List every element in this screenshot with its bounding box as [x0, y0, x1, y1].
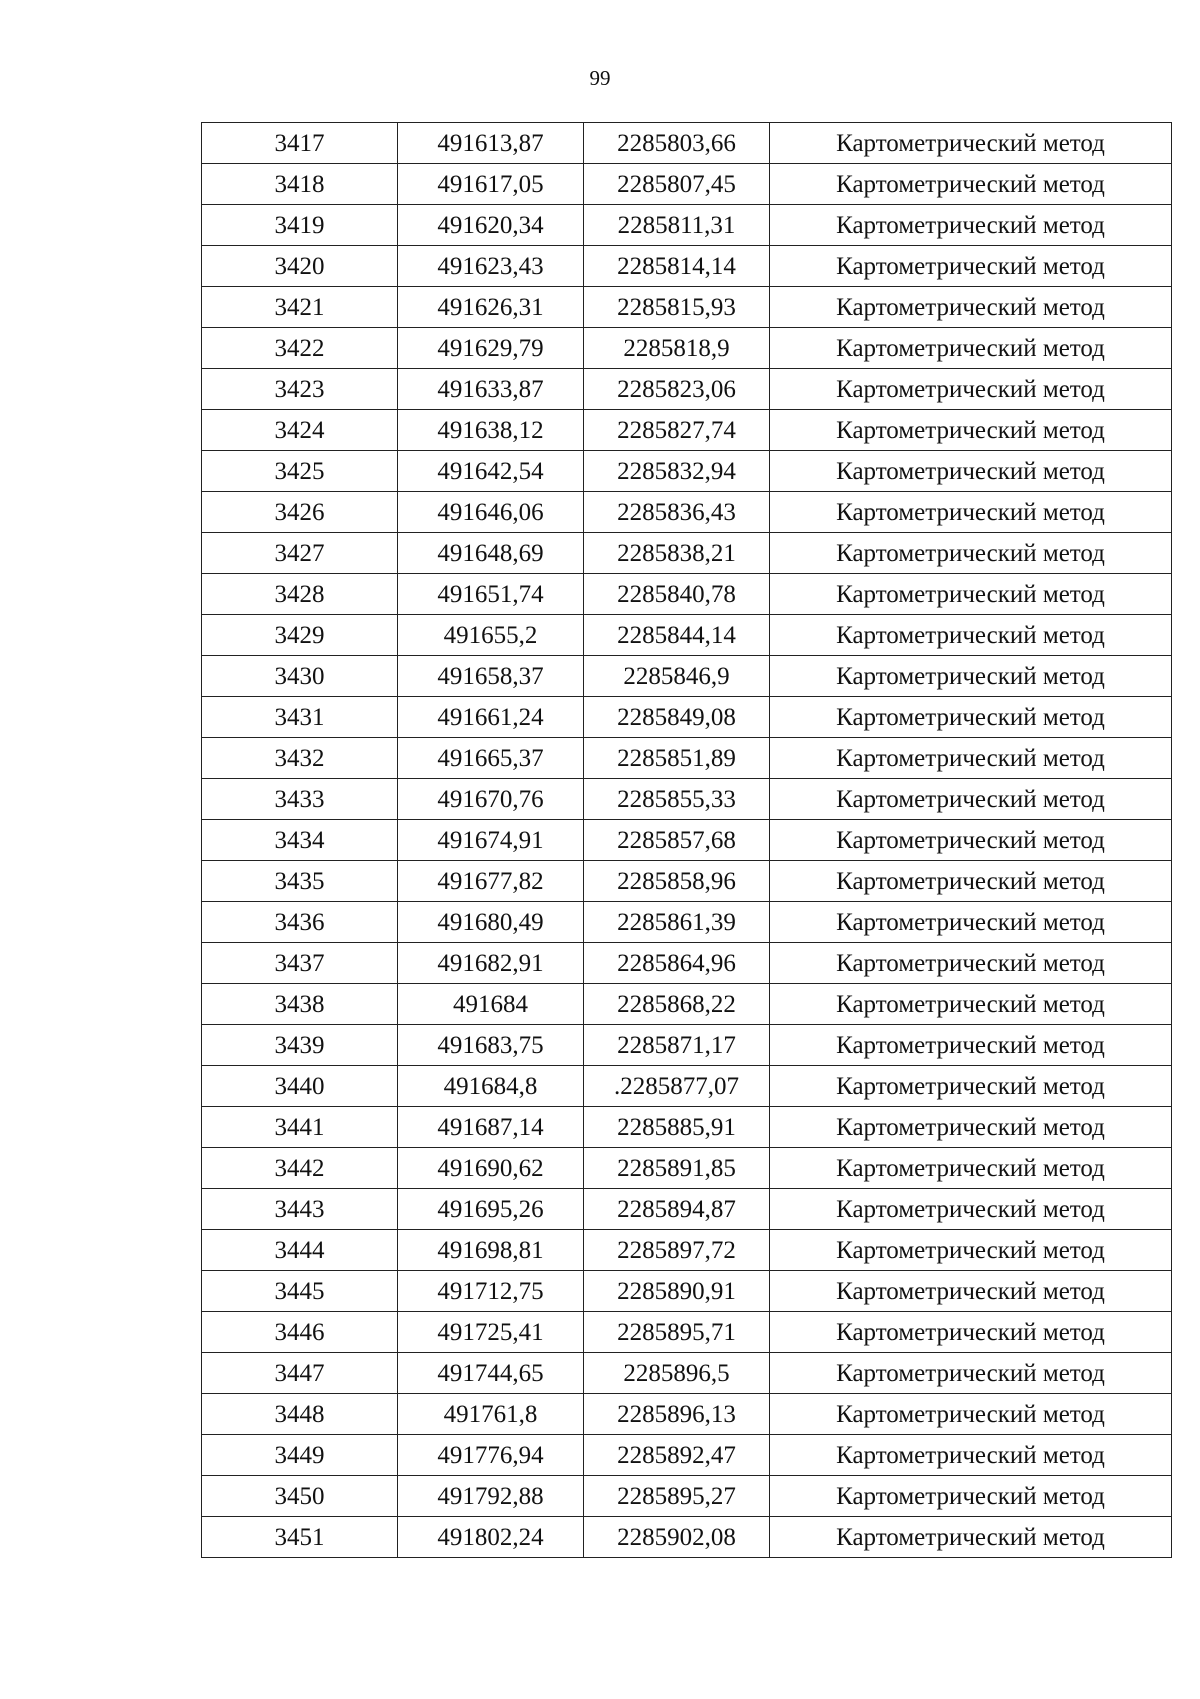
method-cell: Картометрический метод — [770, 1271, 1172, 1312]
y-coordinate-cell: 2285849,08 — [584, 697, 770, 738]
point-number-cell: 3440 — [202, 1066, 398, 1107]
point-number-cell: 3419 — [202, 205, 398, 246]
table-row — [202, 410, 1172, 451]
y-coordinate-cell: 2285832,94 — [584, 451, 770, 492]
y-coordinate-cell: 2285855,33 — [584, 779, 770, 820]
method-cell: Картометрический метод — [770, 574, 1172, 615]
x-coordinate-cell: 491674,91 — [398, 820, 584, 861]
point-number-cell: 3438 — [202, 984, 398, 1025]
x-coordinate-cell: 491684,8 — [398, 1066, 584, 1107]
y-coordinate-cell: 2285902,08 — [584, 1517, 770, 1558]
y-coordinate-cell: 2285894,87 — [584, 1189, 770, 1230]
table-row — [202, 164, 1172, 205]
table-row — [202, 123, 1172, 164]
x-coordinate-cell: 491677,82 — [398, 861, 584, 902]
y-coordinate-cell: 2285803,66 — [584, 123, 770, 164]
table-row — [202, 328, 1172, 369]
y-coordinate-cell: 2285896,13 — [584, 1394, 770, 1435]
method-cell: Картометрический метод — [770, 943, 1172, 984]
table-row — [202, 1435, 1172, 1476]
method-cell: Картометрический метод — [770, 1230, 1172, 1271]
table-row — [202, 492, 1172, 533]
x-coordinate-cell: 491617,05 — [398, 164, 584, 205]
method-cell: Картометрический метод — [770, 1353, 1172, 1394]
x-coordinate-cell: 491680,49 — [398, 902, 584, 943]
y-coordinate-cell: 2285890,91 — [584, 1271, 770, 1312]
x-coordinate-cell: 491695,26 — [398, 1189, 584, 1230]
x-coordinate-cell: 491629,79 — [398, 328, 584, 369]
point-number-cell: 3448 — [202, 1394, 398, 1435]
method-cell: Картометрический метод — [770, 205, 1172, 246]
y-coordinate-cell: 2285811,31 — [584, 205, 770, 246]
point-number-cell: 3439 — [202, 1025, 398, 1066]
point-number-cell: 3446 — [202, 1312, 398, 1353]
y-coordinate-cell: 2285844,14 — [584, 615, 770, 656]
point-number-cell: 3442 — [202, 1148, 398, 1189]
point-number-cell: 3421 — [202, 287, 398, 328]
table-row — [202, 574, 1172, 615]
x-coordinate-cell: 491670,76 — [398, 779, 584, 820]
x-coordinate-cell: 491620,34 — [398, 205, 584, 246]
x-coordinate-cell: 491725,41 — [398, 1312, 584, 1353]
point-number-cell: 3429 — [202, 615, 398, 656]
point-number-cell: 3430 — [202, 656, 398, 697]
method-cell: Картометрический метод — [770, 1394, 1172, 1435]
point-number-cell: 3417 — [202, 123, 398, 164]
y-coordinate-cell: 2285836,43 — [584, 492, 770, 533]
table-row — [202, 615, 1172, 656]
x-coordinate-cell: 491684 — [398, 984, 584, 1025]
x-coordinate-cell: 491651,74 — [398, 574, 584, 615]
table-row — [202, 1476, 1172, 1517]
x-coordinate-cell: 491613,87 — [398, 123, 584, 164]
x-coordinate-cell: 491642,54 — [398, 451, 584, 492]
method-cell: Картометрический метод — [770, 1517, 1172, 1558]
method-cell: Картометрический метод — [770, 984, 1172, 1025]
point-number-cell: 3420 — [202, 246, 398, 287]
x-coordinate-cell: 491712,75 — [398, 1271, 584, 1312]
table-row — [202, 1271, 1172, 1312]
method-cell: Картометрический метод — [770, 287, 1172, 328]
method-cell: Картометрический метод — [770, 492, 1172, 533]
method-cell: Картометрический метод — [770, 123, 1172, 164]
table-row — [202, 656, 1172, 697]
method-cell: Картометрический метод — [770, 1025, 1172, 1066]
point-number-cell: 3451 — [202, 1517, 398, 1558]
point-number-cell: 3418 — [202, 164, 398, 205]
y-coordinate-cell: 2285891,85 — [584, 1148, 770, 1189]
method-cell: Картометрический метод — [770, 1476, 1172, 1517]
point-number-cell: 3426 — [202, 492, 398, 533]
table-row — [202, 1066, 1172, 1107]
point-number-cell: 3425 — [202, 451, 398, 492]
method-cell: Картометрический метод — [770, 1066, 1172, 1107]
table-row — [202, 1517, 1172, 1558]
point-number-cell: 3434 — [202, 820, 398, 861]
table-row — [202, 451, 1172, 492]
y-coordinate-cell: 2285858,96 — [584, 861, 770, 902]
table-row — [202, 246, 1172, 287]
method-cell: Картометрический метод — [770, 656, 1172, 697]
point-number-cell: 3433 — [202, 779, 398, 820]
point-number-cell: 3450 — [202, 1476, 398, 1517]
table-row — [202, 820, 1172, 861]
table-row — [202, 1394, 1172, 1435]
y-coordinate-cell: 2285868,22 — [584, 984, 770, 1025]
method-cell: Картометрический метод — [770, 451, 1172, 492]
x-coordinate-cell: 491690,62 — [398, 1148, 584, 1189]
y-coordinate-cell: 2285823,06 — [584, 369, 770, 410]
x-coordinate-cell: 491646,06 — [398, 492, 584, 533]
y-coordinate-cell: 2285897,72 — [584, 1230, 770, 1271]
y-coordinate-cell: 2285895,71 — [584, 1312, 770, 1353]
table-row — [202, 902, 1172, 943]
y-coordinate-cell: 2285818,9 — [584, 328, 770, 369]
point-number-cell: 3444 — [202, 1230, 398, 1271]
method-cell: Картометрический метод — [770, 697, 1172, 738]
point-number-cell: 3422 — [202, 328, 398, 369]
method-cell: Картометрический метод — [770, 410, 1172, 451]
table-row — [202, 1353, 1172, 1394]
y-coordinate-cell: 2285871,17 — [584, 1025, 770, 1066]
method-cell: Картометрический метод — [770, 820, 1172, 861]
x-coordinate-cell: 491698,81 — [398, 1230, 584, 1271]
method-cell: Картометрический метод — [770, 533, 1172, 574]
x-coordinate-cell: 491792,88 — [398, 1476, 584, 1517]
table-row — [202, 1025, 1172, 1066]
table-row — [202, 1148, 1172, 1189]
table-row — [202, 738, 1172, 779]
table-row — [202, 984, 1172, 1025]
method-cell: Картометрический метод — [770, 328, 1172, 369]
method-cell: Картометрический метод — [770, 1189, 1172, 1230]
coordinates-table-body — [202, 123, 1172, 1558]
table-row — [202, 1189, 1172, 1230]
x-coordinate-cell: 491682,91 — [398, 943, 584, 984]
page-number: 99 — [589, 66, 611, 90]
point-number-cell: 3431 — [202, 697, 398, 738]
y-coordinate-cell: 2285864,96 — [584, 943, 770, 984]
y-coordinate-cell: 2285857,68 — [584, 820, 770, 861]
method-cell: Картометрический метод — [770, 1107, 1172, 1148]
point-number-cell: 3423 — [202, 369, 398, 410]
table-row — [202, 697, 1172, 738]
x-coordinate-cell: 491761,8 — [398, 1394, 584, 1435]
table-row — [202, 779, 1172, 820]
table-row — [202, 533, 1172, 574]
y-coordinate-cell: 2285827,74 — [584, 410, 770, 451]
table-row — [202, 1230, 1172, 1271]
x-coordinate-cell: 491802,24 — [398, 1517, 584, 1558]
method-cell: Картометрический метод — [770, 164, 1172, 205]
method-cell: Картометрический метод — [770, 779, 1172, 820]
point-number-cell: 3436 — [202, 902, 398, 943]
y-coordinate-cell: 2285851,89 — [584, 738, 770, 779]
method-cell: Картометрический метод — [770, 1148, 1172, 1189]
y-coordinate-cell: .2285877,07 — [584, 1066, 770, 1107]
table-row — [202, 943, 1172, 984]
y-coordinate-cell: 2285838,21 — [584, 533, 770, 574]
x-coordinate-cell: 491665,37 — [398, 738, 584, 779]
x-coordinate-cell: 491683,75 — [398, 1025, 584, 1066]
y-coordinate-cell: 2285840,78 — [584, 574, 770, 615]
y-coordinate-cell: 2285892,47 — [584, 1435, 770, 1476]
y-coordinate-cell: 2285846,9 — [584, 656, 770, 697]
y-coordinate-cell: 2285896,5 — [584, 1353, 770, 1394]
point-number-cell: 3441 — [202, 1107, 398, 1148]
y-coordinate-cell: 2285861,39 — [584, 902, 770, 943]
y-coordinate-cell: 2285807,45 — [584, 164, 770, 205]
point-number-cell: 3449 — [202, 1435, 398, 1476]
x-coordinate-cell: 491744,65 — [398, 1353, 584, 1394]
y-coordinate-cell: 2285814,14 — [584, 246, 770, 287]
point-number-cell: 3424 — [202, 410, 398, 451]
x-coordinate-cell: 491655,2 — [398, 615, 584, 656]
point-number-cell: 3428 — [202, 574, 398, 615]
table-row — [202, 1312, 1172, 1353]
method-cell: Картометрический метод — [770, 738, 1172, 779]
method-cell: Картометрический метод — [770, 246, 1172, 287]
coordinates-table — [201, 122, 1172, 1558]
x-coordinate-cell: 491623,43 — [398, 246, 584, 287]
y-coordinate-cell: 2285885,91 — [584, 1107, 770, 1148]
method-cell: Картометрический метод — [770, 902, 1172, 943]
table-row — [202, 369, 1172, 410]
x-coordinate-cell: 491648,69 — [398, 533, 584, 574]
method-cell: Картометрический метод — [770, 369, 1172, 410]
table-row — [202, 861, 1172, 902]
method-cell: Картометрический метод — [770, 1312, 1172, 1353]
x-coordinate-cell: 491633,87 — [398, 369, 584, 410]
x-coordinate-cell: 491661,24 — [398, 697, 584, 738]
x-coordinate-cell: 491638,12 — [398, 410, 584, 451]
y-coordinate-cell: 2285895,27 — [584, 1476, 770, 1517]
x-coordinate-cell: 491776,94 — [398, 1435, 584, 1476]
y-coordinate-cell: 2285815,93 — [584, 287, 770, 328]
point-number-cell: 3443 — [202, 1189, 398, 1230]
point-number-cell: 3437 — [202, 943, 398, 984]
method-cell: Картометрический метод — [770, 615, 1172, 656]
table-row — [202, 205, 1172, 246]
method-cell: Картометрический метод — [770, 861, 1172, 902]
point-number-cell: 3445 — [202, 1271, 398, 1312]
point-number-cell: 3447 — [202, 1353, 398, 1394]
table-row — [202, 1107, 1172, 1148]
method-cell: Картометрический метод — [770, 1435, 1172, 1476]
x-coordinate-cell: 491658,37 — [398, 656, 584, 697]
point-number-cell: 3427 — [202, 533, 398, 574]
x-coordinate-cell: 491687,14 — [398, 1107, 584, 1148]
point-number-cell: 3432 — [202, 738, 398, 779]
point-number-cell: 3435 — [202, 861, 398, 902]
x-coordinate-cell: 491626,31 — [398, 287, 584, 328]
table-row — [202, 287, 1172, 328]
